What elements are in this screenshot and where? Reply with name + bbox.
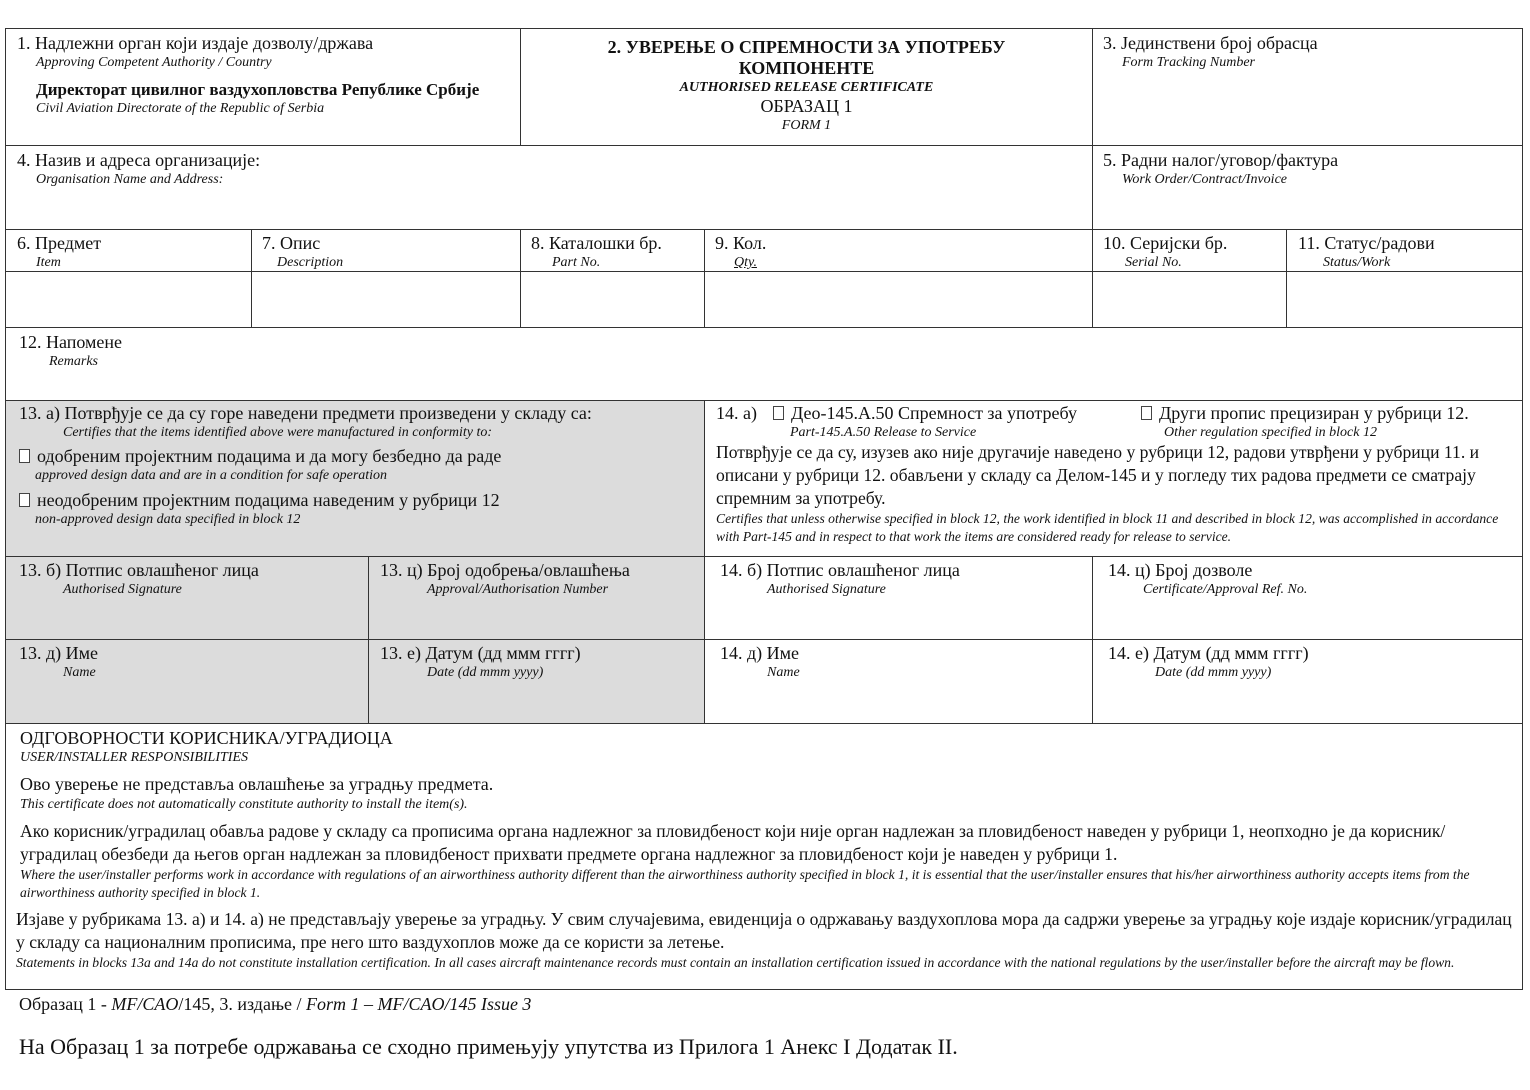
block-4-organisation[interactable] (6, 146, 1093, 230)
column-label-en: Qty. (734, 255, 757, 270)
block-12-label-en: Remarks (49, 354, 98, 369)
responsibility-paragraph (16, 908, 1513, 972)
column-header-description (252, 230, 521, 272)
block-14d-name[interactable] (705, 640, 1093, 724)
column-label: 10. Серијски бр. (1103, 233, 1228, 253)
description-value-field[interactable] (252, 272, 521, 328)
block-5-label-en: Work Order/Contract/Invoice (1122, 172, 1287, 187)
paragraph-text-en: Statements in blocks 13a and 14a do not constitute installation certification. In all cases aircraft maintenance records must contain an installation certification issued in accordance with the national regulations by the user/installer before the aircraft may be flown. (16, 955, 1455, 970)
footer-note: На Образац 1 за потребе одржавања се сходно примењују упутства из Прилога 1 Анекс I Додатак II. (19, 1034, 958, 1059)
form-label-en: FORM 1 (781, 118, 832, 133)
option-non-approved-design-data[interactable] (19, 490, 704, 528)
block-14b-label-en: Authorised Signature (767, 582, 886, 597)
paragraph-text-en: Where the user/installer performs work in accordance with regulations of an airworthiness authority different than the airworthiness authority specified in block 1, it is essential that the user/installer ensures that his/her airworthiness authority accepts items from the airworthiness authority specified in block 1. (20, 867, 1470, 900)
form-id-issue: /145, 3. издање / (178, 994, 306, 1014)
certificate-title-en: AUTHORISED RELEASE CERTIFICATE (679, 80, 934, 95)
block-13c-label: 13. ц) Број одобрења/овлашћења (380, 560, 630, 580)
paragraph-text: Ово уверење не представља овлашћење за уградњу предмета. (20, 774, 494, 794)
block-1-label-en: Approving Competent Authority / Country (36, 55, 272, 70)
block-13c-approval-number[interactable] (369, 557, 705, 640)
serial-no-value-field[interactable] (1093, 272, 1287, 328)
block-13e-label: 13. е) Датум (дд ммм гггг) (380, 643, 581, 663)
qty-value-field[interactable] (705, 272, 1093, 328)
block-14e-label: 14. е) Датум (дд ммм гггг) (1108, 643, 1309, 663)
option-label: неодобреним пројектним подацима наведеним у рубрици 12 (37, 490, 500, 510)
block-14d-label-en: Name (767, 665, 800, 680)
form-id-code: MF/CAO (111, 994, 179, 1014)
block-2-title (521, 29, 1093, 146)
column-label-en: Status/Work (1323, 255, 1391, 270)
column-header-qty (705, 230, 1093, 272)
paragraph-text-en: This certificate does not automatically constitute authority to install the item(s). (20, 797, 468, 812)
option-label-en: Part-145.A.50 Release to Service (790, 425, 977, 440)
block-4-label-en: Organisation Name and Address: (36, 172, 224, 187)
block-12-remarks[interactable] (6, 328, 1523, 401)
column-label-en: Serial No. (1125, 255, 1182, 270)
form-id-en: Form 1 – MF/CAO/145 Issue 3 (305, 994, 532, 1014)
block-14d-label: 14. д) Име (720, 643, 800, 663)
block-14e-date[interactable] (1093, 640, 1523, 724)
option-label-en: approved design data and are in a condition for safe operation (35, 468, 388, 483)
option-label: Други пропис прецизиран у рубрици 12. (1159, 403, 1469, 423)
block-14c-label: 14. ц) Број дозволе (1108, 560, 1253, 580)
release-certificate-form (5, 28, 1523, 990)
column-label: 8. Каталошки бр. (531, 233, 662, 253)
block-13b-label-en: Authorised Signature (63, 582, 182, 597)
option-part-145[interactable] (773, 403, 1077, 424)
paragraph-text: Изјаве у рубрикама 13. а) и 14. а) не представљају уверење за уградњу. У свим случајевима, евиденција о одржавању ваздухоплова мора да садржи уверење за уградњу које издаје корисник/уградилац у складу са националним прописима, пре него што ваздухоплов може да се користи за летење. (16, 909, 1512, 952)
block-14a-prefix: 14. а) (716, 403, 757, 423)
block-14b-label: 14. б) Потпис овлашћеног лица (720, 560, 960, 580)
block-5-label: 5. Радни налог/уговор/фактура (1103, 150, 1339, 170)
block-13a-conformity (6, 401, 705, 557)
responsibilities-title: ОДГОВОРНОСТИ КОРИСНИКА/УГРАДИОЦА (20, 728, 393, 748)
block-13b-label: 13. б) Потпис овлашћеног лица (19, 560, 259, 580)
block-13d-label-en: Name (63, 665, 96, 680)
authority-name-en: Civil Aviation Directorate of the Republic of Serbia (36, 101, 325, 116)
other-regulation-checkbox[interactable] (1141, 406, 1152, 420)
column-header-status-work (1287, 230, 1523, 272)
authority-name: Директорат цивилног ваздухопловства Републике Србије (36, 80, 480, 99)
block-13d-name[interactable] (6, 640, 369, 724)
option-approved-design-data[interactable] (19, 446, 704, 484)
form-id-prefix: Образац 1 - (19, 994, 112, 1014)
block-14e-label-en: Date (dd mmm yyyy) (1155, 665, 1272, 680)
block-13e-label-en: Date (dd mmm yyyy) (427, 665, 544, 680)
block-1-authority (6, 29, 521, 146)
column-header-serial-no (1093, 230, 1287, 272)
column-label-en: Item (36, 255, 61, 270)
item-value-field[interactable] (6, 272, 252, 328)
block-14c-certificate-ref[interactable] (1093, 557, 1523, 640)
block-3-label-en: Form Tracking Number (1122, 55, 1255, 70)
block-14c-label-en: Certificate/Approval Ref. No. (1143, 582, 1308, 597)
block-13a-label: 13. а) Потврђује се да су горе наведени предмети произведени у складу са: (19, 403, 592, 423)
option-label: Део-145.А.50 Спремност за употребу (791, 403, 1077, 423)
block-12-label: 12. Напомене (19, 332, 123, 352)
status-work-value-field[interactable] (1287, 272, 1523, 328)
responsibility-paragraph (20, 773, 1513, 814)
part-no-value-field[interactable] (521, 272, 705, 328)
block-3-tracking-number[interactable] (1093, 29, 1523, 146)
block-13e-date[interactable] (369, 640, 705, 724)
approved-design-data-checkbox[interactable] (19, 449, 30, 463)
block-14b-signature[interactable] (705, 557, 1093, 640)
form-label: ОБРАЗАЦ 1 (760, 96, 853, 116)
user-installer-responsibilities (6, 724, 1523, 989)
option-label: одобреним пројектним подацима и да могу безбедно да раде (37, 446, 502, 466)
block-4-label: 4. Назив и адреса организације: (17, 150, 261, 170)
certificate-title-line2: КОМПОНЕНТЕ (738, 58, 875, 78)
column-label: 9. Кол. (715, 233, 767, 253)
part-145-checkbox[interactable] (773, 406, 784, 420)
block-13c-label-en: Approval/Authorisation Number (427, 582, 609, 597)
block-14a-release (705, 401, 1523, 557)
form-identifier (19, 993, 531, 1015)
option-other-regulation[interactable] (1141, 403, 1469, 424)
responsibility-paragraph (20, 820, 1513, 902)
certificate-title-line1: 2. УВЕРЕЊЕ О СПРЕМНОСТИ ЗА УПОТРЕБУ (607, 37, 1006, 57)
column-label: 7. Опис (262, 233, 321, 253)
block-13a-label-en: Certifies that the items identified above were manufactured in conformity to: (63, 425, 492, 440)
column-label-en: Part No. (552, 255, 601, 270)
option-label-en: non-approved design data specified in block 12 (35, 512, 301, 527)
block-13d-label: 13. д) Име (19, 643, 99, 663)
column-label: 11. Статус/радови (1298, 233, 1435, 253)
non-approved-design-data-checkbox[interactable] (19, 493, 30, 507)
column-header-part-no (521, 230, 705, 272)
block-13b-signature[interactable] (6, 557, 369, 640)
paragraph-text: Ако корисник/уградилац обавља радове у складу са прописима органа надлежног за пловидбеност који није орган надлежан за пловидбеност наведен у рубрици 1, неопходно је да корисник/уградилац обезбеди да његов орган надлежан за пловидбеност прихвати предмете органа надлежног за пловидбеност који је наведен у рубрици 1. (20, 821, 1446, 864)
block-1-label: 1. Надлежни орган који издаје дозволу/држава (17, 33, 374, 53)
column-label: 6. Предмет (17, 233, 102, 253)
column-label-en: Description (277, 255, 344, 270)
block-3-label: 3. Јединствени број обрасца (1103, 33, 1318, 53)
block-14a-statement-en: Certifies that unless otherwise specified in block 12, the work identified in block 11 and described in block 12, was accomplished in accordance with Part-145 and in respect to that work the items are considered ready for release to service. (716, 511, 1499, 544)
column-header-item (6, 230, 252, 272)
block-14a-statement: Потврђује се да су, изузев ако није другачије наведено у рубрици 12, радови утврђени у рубрици 11. и описани у рубрици 12. обављени у складу са Делом-145 и у погледу тих радова предмети се сматрају спремним за употребу. (716, 442, 1480, 508)
responsibilities-title-en: USER/INSTALLER RESPONSIBILITIES (20, 750, 249, 765)
option-label-en: Other regulation specified in block 12 (1164, 425, 1377, 440)
block-5-work-order[interactable] (1093, 146, 1523, 230)
